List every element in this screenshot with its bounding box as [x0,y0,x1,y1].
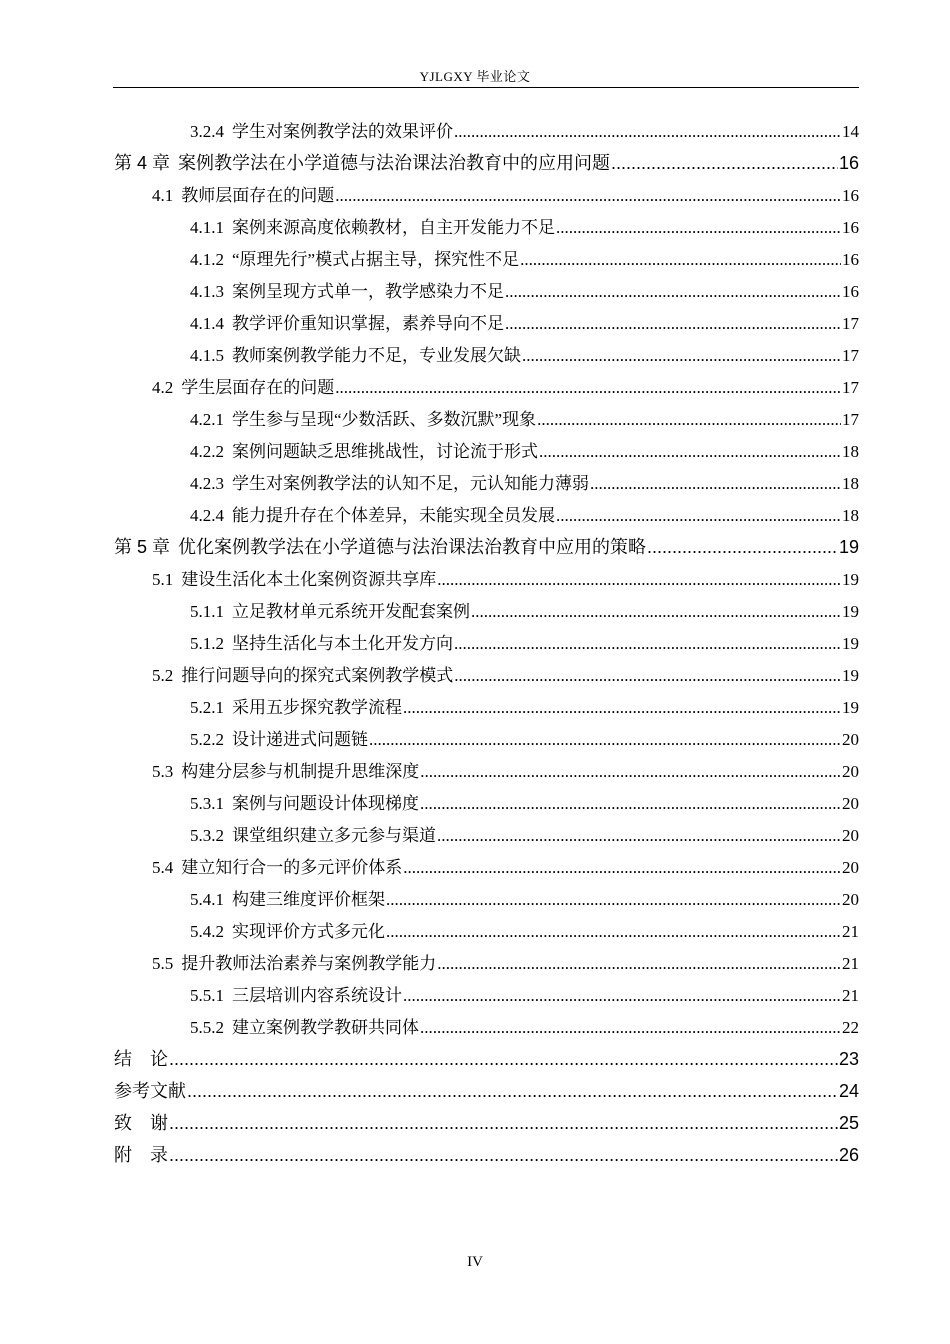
toc-entry[interactable] [114,1045,859,1077]
dot-leader [522,346,841,366]
toc-entry-title: 坚持生活化与本土化开发方向 [232,634,453,653]
toc-entry-title: 采用五步探究教学流程 [232,698,402,717]
toc-entry-title: 教师案例教学能力不足，专业发展欠缺 [232,346,521,365]
header-divider [113,87,859,88]
toc-entry-page: 20 [842,826,859,845]
toc-entry-title: 立足教材单元系统开发配套案例 [232,602,470,621]
toc-entry-number: 5.3.2 [190,826,224,845]
toc-entry[interactable] [190,437,859,469]
toc-entry-number: 5.2.1 [190,698,224,717]
toc-entry-title: 建立知行合一的多元评价体系 [181,858,403,877]
toc-entry-number: 5.1.2 [190,634,224,653]
toc-entry-page: 19 [842,634,859,653]
toc-entry-title: 能力提升存在个体差异，未能实现全员发展 [232,506,555,525]
toc-entry-page: 20 [842,794,859,813]
toc-entry-page: 24 [838,1081,859,1101]
toc-entry-number: 5.3.1 [190,794,224,813]
dot-leader [539,442,841,462]
dot-leader [537,410,841,430]
dot-leader [335,378,841,398]
toc-entry-number: 4.2.1 [190,410,224,429]
toc-entry-number: 4.2.3 [190,474,224,493]
toc-entry-page: 16 [842,218,859,237]
toc-entry-page: 16 [842,186,859,205]
toc-entry-title: 致 谢 [114,1113,168,1133]
toc-entry-number: 4.2.4 [190,506,224,525]
toc-entry[interactable] [190,789,859,821]
toc-entry-page: 18 [842,506,859,525]
dot-leader [556,506,841,526]
toc-entry-title: 设计递进式问题链 [232,730,368,749]
toc-entry-page: 19 [842,570,859,589]
dot-leader [611,153,838,174]
toc-entry-number: 4.1.2 [190,250,224,269]
toc-entry[interactable] [152,373,859,405]
toc-entry[interactable] [152,181,859,213]
dot-leader [454,666,841,686]
toc-entry[interactable] [190,309,859,341]
toc-entry[interactable] [114,1141,859,1173]
dot-leader [169,1145,838,1166]
dot-leader [505,314,841,334]
dot-leader [403,698,841,718]
toc-entry-title: 参考文献 [114,1081,186,1101]
toc-entry[interactable] [190,245,859,277]
dot-leader [437,954,841,974]
dot-leader [386,922,841,942]
toc-entry-number: 4.1.1 [190,218,224,237]
toc-entry-number: 4.1.5 [190,346,224,365]
toc-entry[interactable] [190,629,859,661]
toc-entry-number: 5.5.2 [190,1018,224,1037]
toc-entry-number: 4.1 [152,186,174,205]
toc-entry-page: 20 [842,890,859,909]
toc-entry[interactable] [114,149,859,181]
toc-entry-page: 19 [842,698,859,717]
dot-leader [403,858,841,878]
toc-entry-title: 案例教学法在小学道德与法治课法治教育中的应用问题 [178,153,611,173]
toc-entry-number: 4.2.2 [190,442,224,461]
toc-entry[interactable] [190,277,859,309]
dot-leader [386,890,841,910]
toc-entry-page: 19 [842,602,859,621]
toc-entry-number: 4.2 [152,378,174,397]
dot-leader [169,1113,838,1134]
toc-entry-page: 21 [842,954,859,973]
toc-entry-title: 实现评价方式多元化 [232,922,385,941]
dot-leader [471,602,841,622]
toc-entry[interactable] [114,1077,859,1109]
dot-leader [420,794,841,814]
dot-leader [454,122,841,142]
toc-entry-number: 5.5.1 [190,986,224,1005]
toc-entry-title: 学生参与呈现“少数活跃、多数沉默”现象 [232,410,537,429]
toc-entry-page: 20 [842,730,859,749]
toc-entry-page: 18 [842,474,859,493]
toc-entry-number: 5.2.2 [190,730,224,749]
dot-leader [437,826,841,846]
toc-entry-number: 5.4.2 [190,922,224,941]
toc-entry-page: 19 [838,537,859,557]
toc-entry-title: 课堂组织建立多元参与渠道 [232,826,436,845]
toc-entry-page: 26 [838,1145,859,1165]
toc-entry-number: 4.1.3 [190,282,224,301]
dot-leader [369,730,841,750]
toc-entry-page: 14 [842,122,859,141]
toc-entry-number: 第 5 章 [114,537,171,557]
dot-leader [505,282,841,302]
toc-entry[interactable] [152,565,859,597]
toc-entry[interactable] [190,917,859,949]
toc-entry[interactable] [190,341,859,373]
dot-leader [187,1081,838,1102]
toc-entry-page: 17 [842,410,859,429]
toc-entry-title: 学生层面存在的问题 [181,378,335,397]
toc-entry[interactable] [190,597,859,629]
dot-leader [520,250,841,270]
toc-entry-title: 推行问题导向的探究式案例教学模式 [181,666,454,685]
toc-entry-title: “原理先行”模式占据主导，探究性不足 [232,250,520,269]
toc-entry[interactable] [190,501,859,533]
toc-entry[interactable] [152,853,859,885]
dot-leader [420,1018,841,1038]
toc-entry[interactable] [190,1013,859,1045]
toc-entry[interactable] [190,725,859,757]
toc-entry-page: 16 [842,250,859,269]
toc-entry-title: 教学评价重知识掌握，素养导向不足 [232,314,504,333]
toc-entry-title: 附 录 [114,1145,168,1165]
toc-entry[interactable] [190,821,859,853]
toc-entry[interactable] [190,405,859,437]
toc-entry-number: 5.1 [152,570,174,589]
page-number: IV [467,1254,483,1270]
toc-entry[interactable] [190,885,859,917]
toc-entry-page: 21 [842,922,859,941]
toc-entry-title: 建设生活化本土化案例资源共享库 [181,570,437,589]
dot-leader [169,1049,838,1070]
toc-entry[interactable] [152,949,859,981]
dot-leader [403,986,841,1006]
toc-entry-title: 学生对案例教学法的认知不足，元认知能力薄弱 [232,474,589,493]
toc-entry-page: 20 [842,858,859,877]
toc-entry[interactable] [152,661,859,693]
toc-entry-title: 建立案例教学教研共同体 [232,1018,419,1037]
page-header: YJLGXY 毕业论文 [419,69,531,84]
toc-entry-number: 5.4 [152,858,174,877]
toc-entry-title: 案例与问题设计体现梯度 [232,794,419,813]
toc-entry-page: 17 [842,346,859,365]
toc-entry-number: 3.2.4 [190,122,224,141]
toc-entry-page: 21 [842,986,859,1005]
toc-entry-title: 提升教师法治素养与案例教学能力 [181,954,437,973]
toc-entry-number: 5.4.1 [190,890,224,909]
toc-entry-number: 5.1.1 [190,602,224,621]
toc-entry-title: 案例来源高度依赖教材，自主开发能力不足 [232,218,555,237]
toc-entry[interactable] [190,213,859,245]
toc-entry-page: 16 [838,153,859,173]
toc-entry-number: 5.2 [152,666,174,685]
toc-entry-page: 20 [842,762,859,781]
toc-entry-page: 17 [842,378,859,397]
toc-entry[interactable] [190,693,859,725]
toc-entry-title: 案例问题缺乏思维挑战性，讨论流于形式 [232,442,538,461]
toc-entry[interactable] [190,981,859,1013]
dot-leader [420,762,841,782]
toc-entry[interactable] [190,469,859,501]
toc-entry-title: 学生对案例教学法的效果评价 [232,122,453,141]
toc-entry-title: 构建分层参与机制提升思维深度 [181,762,420,781]
toc-entry-page: 22 [842,1018,859,1037]
toc-entry[interactable] [190,117,859,149]
toc-entry-page: 16 [842,282,859,301]
toc-entry-title: 构建三维度评价框架 [232,890,385,909]
toc-entry-number: 第 4 章 [114,153,171,173]
dot-leader [647,537,838,558]
toc-entry[interactable] [152,757,859,789]
toc-entry-title: 优化案例教学法在小学道德与法治课法治教育中应用的策略 [178,537,647,557]
dot-leader [556,218,841,238]
toc-entry-page: 23 [838,1049,859,1069]
toc-entry-number: 4.1.4 [190,314,224,333]
toc-entry-page: 19 [842,666,859,685]
toc-entry-title: 教师层面存在的问题 [181,186,335,205]
dot-leader [437,570,841,590]
dot-leader [590,474,841,494]
toc-entry-title: 案例呈现方式单一，教学感染力不足 [232,282,504,301]
toc-entry-number: 5.3 [152,762,174,781]
toc-entry-title: 三层培训内容系统设计 [232,986,402,1005]
toc-entry-number: 5.5 [152,954,174,973]
toc-entry[interactable] [114,533,859,565]
toc-entry-page: 18 [842,442,859,461]
toc-entry-page: 17 [842,314,859,333]
toc-entry-page: 25 [838,1113,859,1133]
dot-leader [454,634,841,654]
toc-entry-title: 结 论 [114,1049,168,1069]
dot-leader [335,186,841,206]
toc-entry[interactable] [114,1109,859,1141]
